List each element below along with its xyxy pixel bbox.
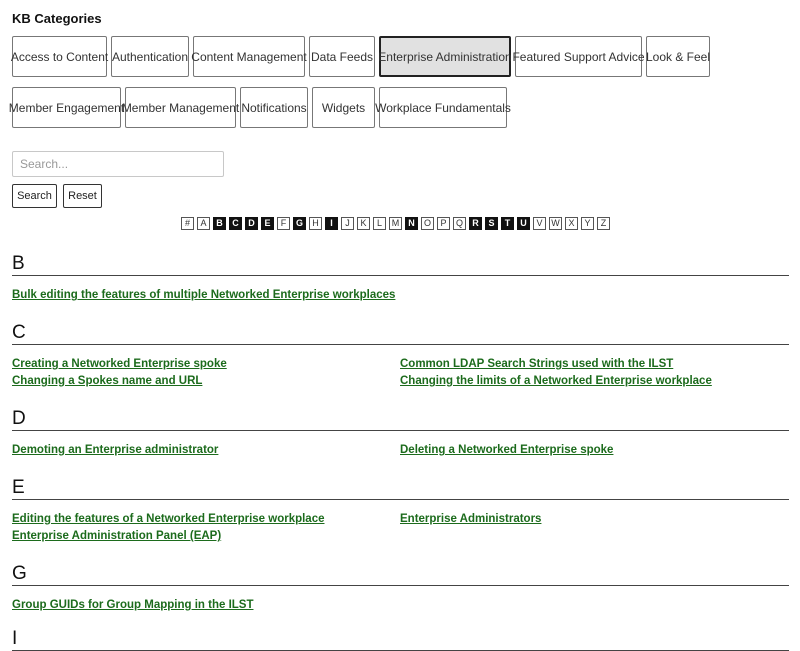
category-button-member-engagement[interactable]: Member Engagement bbox=[12, 87, 121, 128]
letter-filter-b[interactable]: B bbox=[213, 217, 226, 230]
alphabet-filter bbox=[181, 217, 610, 230]
category-button-content-management[interactable]: Content Management bbox=[193, 36, 305, 77]
article-link[interactable]: Changing the limits of a Networked Enterprise workplace bbox=[400, 375, 712, 387]
article-links bbox=[12, 597, 789, 613]
article-link[interactable]: Enterprise Administration Panel (EAP) bbox=[12, 530, 222, 542]
letter-filter-h[interactable]: H bbox=[309, 217, 322, 230]
article-links bbox=[12, 442, 789, 458]
article-link[interactable]: Changing a Spokes name and URL bbox=[12, 375, 203, 387]
letter-filter-p[interactable]: P bbox=[437, 217, 450, 230]
letter-filter-x[interactable]: X bbox=[565, 217, 578, 230]
search-input[interactable] bbox=[12, 151, 224, 177]
section-e bbox=[12, 478, 789, 544]
letter-filter-u[interactable]: U bbox=[517, 217, 530, 230]
article-link[interactable]: Demoting an Enterprise administrator bbox=[12, 444, 219, 456]
category-button-member-management[interactable]: Member Management bbox=[125, 87, 236, 128]
category-button-access-to-content[interactable]: Access to Content bbox=[12, 36, 107, 77]
letter-filter-t[interactable]: T bbox=[501, 217, 514, 230]
letter-filter-s[interactable]: S bbox=[485, 217, 498, 230]
category-button-notifications[interactable]: Notifications bbox=[240, 87, 308, 128]
category-button-data-feeds[interactable]: Data Feeds bbox=[309, 36, 375, 77]
article-links bbox=[12, 287, 789, 303]
reset-button[interactable]: Reset bbox=[63, 184, 102, 208]
section-c bbox=[12, 323, 789, 389]
search-button[interactable]: Search bbox=[12, 184, 57, 208]
article-link[interactable]: Creating a Networked Enterprise spoke bbox=[12, 358, 227, 370]
category-button-widgets[interactable]: Widgets bbox=[312, 87, 375, 128]
category-button-enterprise-administration[interactable]: Enterprise Administration bbox=[379, 36, 511, 77]
article-link[interactable]: Common LDAP Search Strings used with the ILST bbox=[400, 358, 674, 370]
letter-filter-v[interactable]: V bbox=[533, 217, 546, 230]
article-links bbox=[12, 356, 789, 389]
letter-filter-z[interactable]: Z bbox=[597, 217, 610, 230]
letter-filter-k[interactable]: K bbox=[357, 217, 370, 230]
letter-filter-j[interactable]: J bbox=[341, 217, 354, 230]
letter-filter-l[interactable]: L bbox=[373, 217, 386, 230]
letter-filter-hash[interactable]: # bbox=[181, 217, 194, 230]
section-heading: E bbox=[12, 478, 789, 500]
category-row-1 bbox=[12, 36, 710, 77]
section-heading: D bbox=[12, 409, 789, 431]
section-d bbox=[12, 409, 789, 458]
letter-filter-e[interactable]: E bbox=[261, 217, 274, 230]
article-link[interactable]: Enterprise Administrators bbox=[400, 513, 542, 525]
letter-filter-r[interactable]: R bbox=[469, 217, 482, 230]
letter-filter-i[interactable]: I bbox=[325, 217, 338, 230]
article-link[interactable]: Bulk editing the features of multiple Networked Enterprise workplaces bbox=[12, 289, 396, 301]
letter-filter-g[interactable]: G bbox=[293, 217, 306, 230]
section-heading: G bbox=[12, 564, 789, 586]
category-button-workplace-fundamentals[interactable]: Workplace Fundamentals bbox=[379, 87, 507, 128]
letter-filter-q[interactable]: Q bbox=[453, 217, 466, 230]
section-i bbox=[12, 629, 789, 651]
letter-filter-f[interactable]: F bbox=[277, 217, 290, 230]
category-button-authentication[interactable]: Authentication bbox=[111, 36, 189, 77]
letter-filter-c[interactable]: C bbox=[229, 217, 242, 230]
article-link[interactable]: Editing the features of a Networked Enterprise workplace bbox=[12, 513, 325, 525]
letter-filter-o[interactable]: O bbox=[421, 217, 434, 230]
category-row-2 bbox=[8, 87, 511, 128]
category-button-featured-support-advice[interactable]: Featured Support Advice bbox=[515, 36, 642, 77]
category-button-look-feel[interactable]: Look & Feel bbox=[646, 36, 710, 77]
letter-filter-w[interactable]: W bbox=[549, 217, 562, 230]
article-link[interactable]: Group GUIDs for Group Mapping in the ILST bbox=[12, 599, 254, 611]
section-heading: I bbox=[12, 629, 789, 651]
letter-filter-y[interactable]: Y bbox=[581, 217, 594, 230]
page-title: KB Categories bbox=[12, 11, 102, 26]
section-heading: B bbox=[12, 254, 789, 276]
letter-filter-n[interactable]: N bbox=[405, 217, 418, 230]
letter-filter-d[interactable]: D bbox=[245, 217, 258, 230]
section-b bbox=[12, 254, 789, 303]
article-link[interactable]: Deleting a Networked Enterprise spoke bbox=[400, 444, 614, 456]
article-links bbox=[12, 511, 789, 544]
section-heading: C bbox=[12, 323, 789, 345]
letter-filter-m[interactable]: M bbox=[389, 217, 402, 230]
letter-filter-a[interactable]: A bbox=[197, 217, 210, 230]
section-g bbox=[12, 564, 789, 613]
